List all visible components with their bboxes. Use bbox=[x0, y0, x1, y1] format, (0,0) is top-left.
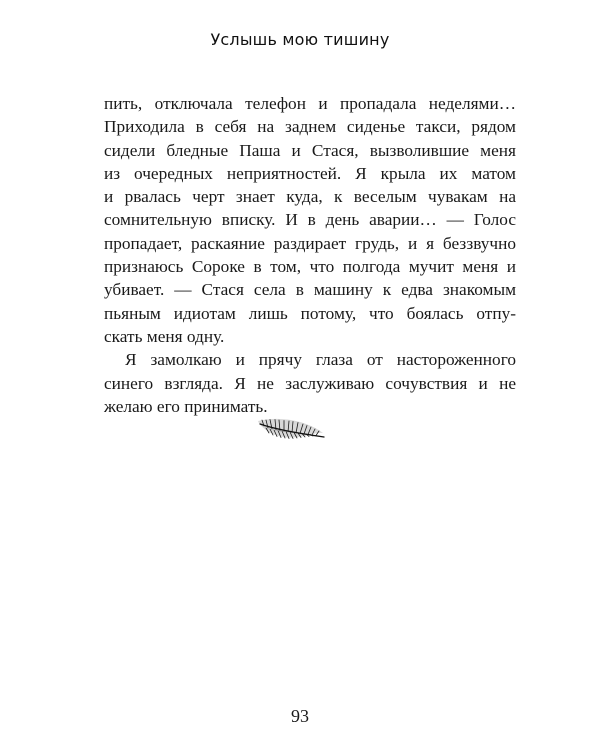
feather-icon bbox=[256, 412, 326, 446]
text-line: и рвалась черт знает куда, к веселым чувакам на bbox=[104, 187, 516, 207]
text-line: синего взгляда. Я не заслуживаю сочувствия и не bbox=[104, 373, 516, 393]
paragraph-1 bbox=[104, 92, 516, 348]
text-line: из очередных неприятностей. Я крыла их матом bbox=[104, 163, 516, 183]
running-head: Услышь мою тишину bbox=[210, 30, 390, 49]
text-line: пропадает, раскаяние раздирает грудь, и я беззвучно bbox=[104, 233, 516, 253]
text-line: признаюсь Сороке в том, что полгода мучит меня и bbox=[104, 257, 516, 277]
body-text bbox=[104, 92, 516, 418]
text-line: убивает. — Стася села в машину к едва знакомым bbox=[104, 280, 516, 300]
page-number: 93 bbox=[291, 706, 309, 726]
text-line: желаю его принимать. bbox=[104, 396, 268, 416]
text-line: пить, отключала телефон и пропадала неделями… bbox=[104, 94, 516, 113]
text-line: пьяным идиотам лишь потому, что боялась отпу- bbox=[104, 303, 516, 323]
text-line: скать меня одну. bbox=[104, 326, 225, 346]
paragraph-2 bbox=[104, 348, 516, 418]
text-line: Я замолкаю и прячу глаза от настороженного bbox=[125, 350, 516, 370]
text-line: Приходила в себя на заднем сиденье такси, рядом bbox=[104, 117, 516, 137]
text-line: сидели бледные Паша и Стася, вызволившие меня bbox=[104, 140, 516, 160]
text-line: сомнительную вписку. И в день аварии… — Голос bbox=[104, 210, 516, 230]
